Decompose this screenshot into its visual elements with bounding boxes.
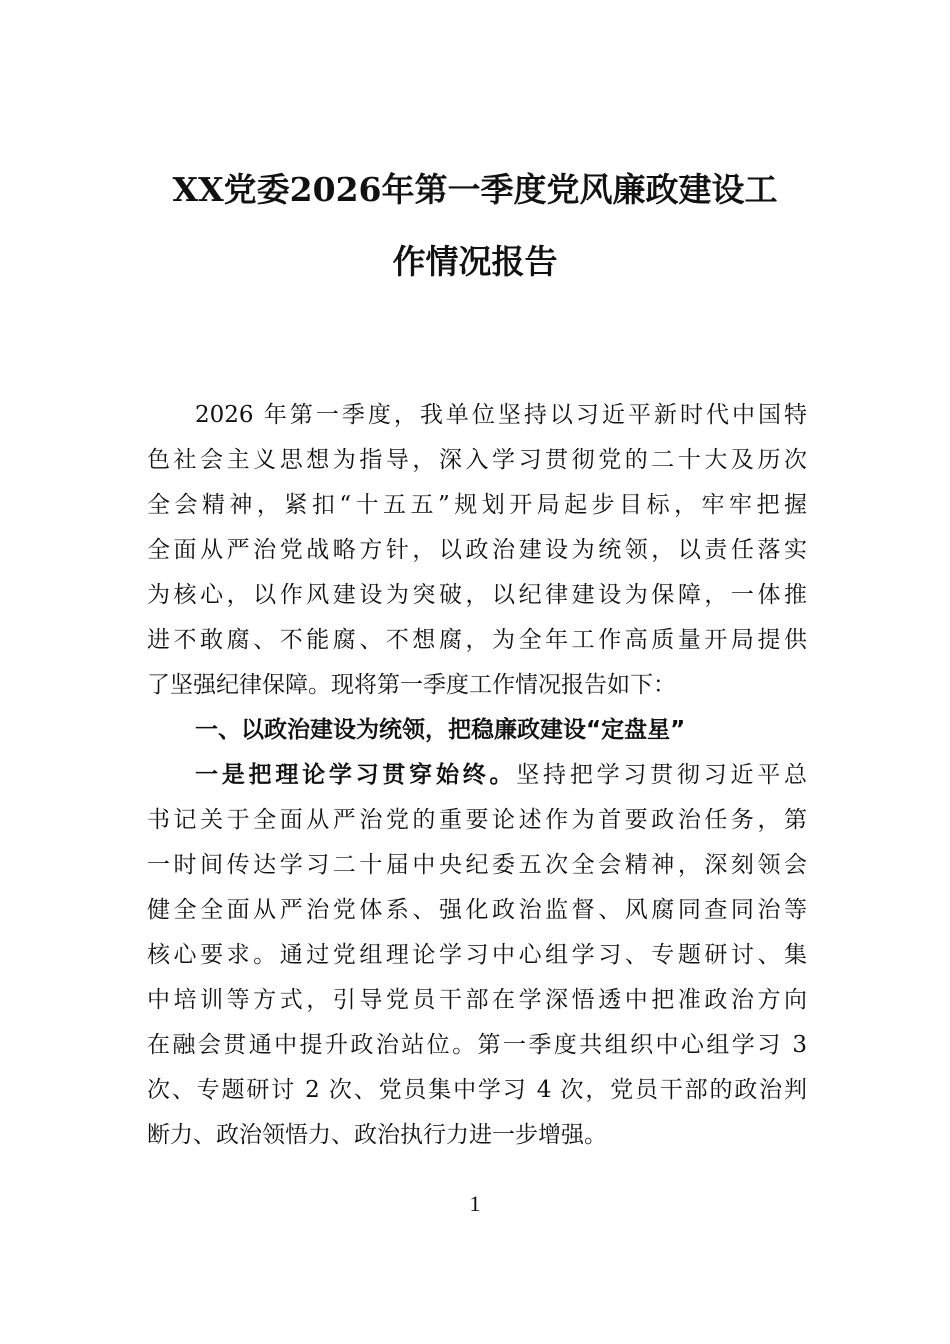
intro-line-1: 2026 年第一季度，我单位坚持以习近平新时代中国特 bbox=[195, 402, 807, 428]
section-paragraph-line-9: 断力、政治领悟力、政治执行力进一步增强。 bbox=[147, 1122, 607, 1148]
intro-line-6: 进不敢腐、不能腐、不想腐，为全年工作高质量开局提供 bbox=[147, 627, 807, 653]
intro-line-3: 全会精神，紧扣“十五五”规划开局起步目标，牢牢把握 bbox=[147, 492, 807, 518]
section-paragraph-line-7: 在融会贯通中提升政治站位。第一季度共组织中心组学习 3 bbox=[147, 1032, 807, 1058]
page-number: 1 bbox=[469, 1191, 481, 1216]
intro-line-2: 色社会主义思想为指导，深入学习贯彻党的二十大及历次 bbox=[147, 447, 807, 473]
section-lead-phrase: 一是把理论学习贯穿始终。 bbox=[195, 762, 517, 788]
section-paragraph-line-6: 中培训等方式，引导党员干部在学深悟透中把准政治方向 bbox=[147, 987, 807, 1013]
section-paragraph-line-8: 次、专题研讨 2 次、党员集中学习 4 次，党员干部的政治判 bbox=[147, 1077, 807, 1103]
intro-line-5: 为核心，以作风建设为突破，以纪律建设为保障，一体推 bbox=[147, 582, 807, 608]
section-paragraph-line-4: 健全全面从严治党体系、强化政治监督、风腐同查同治等 bbox=[147, 897, 807, 923]
document-title-line-2: 作情况报告 bbox=[392, 242, 558, 281]
intro-line-7: 了坚强纪律保障。现将第一季度工作情况报告如下： bbox=[147, 672, 676, 698]
section-paragraph-line-1 bbox=[195, 760, 807, 790]
section-paragraph-line-2: 书记关于全面从严治党的重要论述作为首要政治任务，第 bbox=[147, 807, 807, 833]
section-paragraph-line-5: 核心要求。通过党组理论学习中心组学习、专题研讨、集 bbox=[147, 942, 807, 968]
document-title-line-1: XX党委2026年第一季度党风廉政建设工 bbox=[172, 170, 778, 209]
intro-line-4: 全面从严治党战略方针，以政治建设为统领，以责任落实 bbox=[147, 537, 807, 563]
section-first-line-rest: 坚持把学习贯彻习近平总 bbox=[516, 762, 808, 788]
section-heading: 一、以政治建设为统领，把稳廉政建设“定盘星” bbox=[195, 717, 686, 743]
section-paragraph-line-3: 一时间传达学习二十届中央纪委五次全会精神，深刻领会 bbox=[147, 852, 807, 878]
